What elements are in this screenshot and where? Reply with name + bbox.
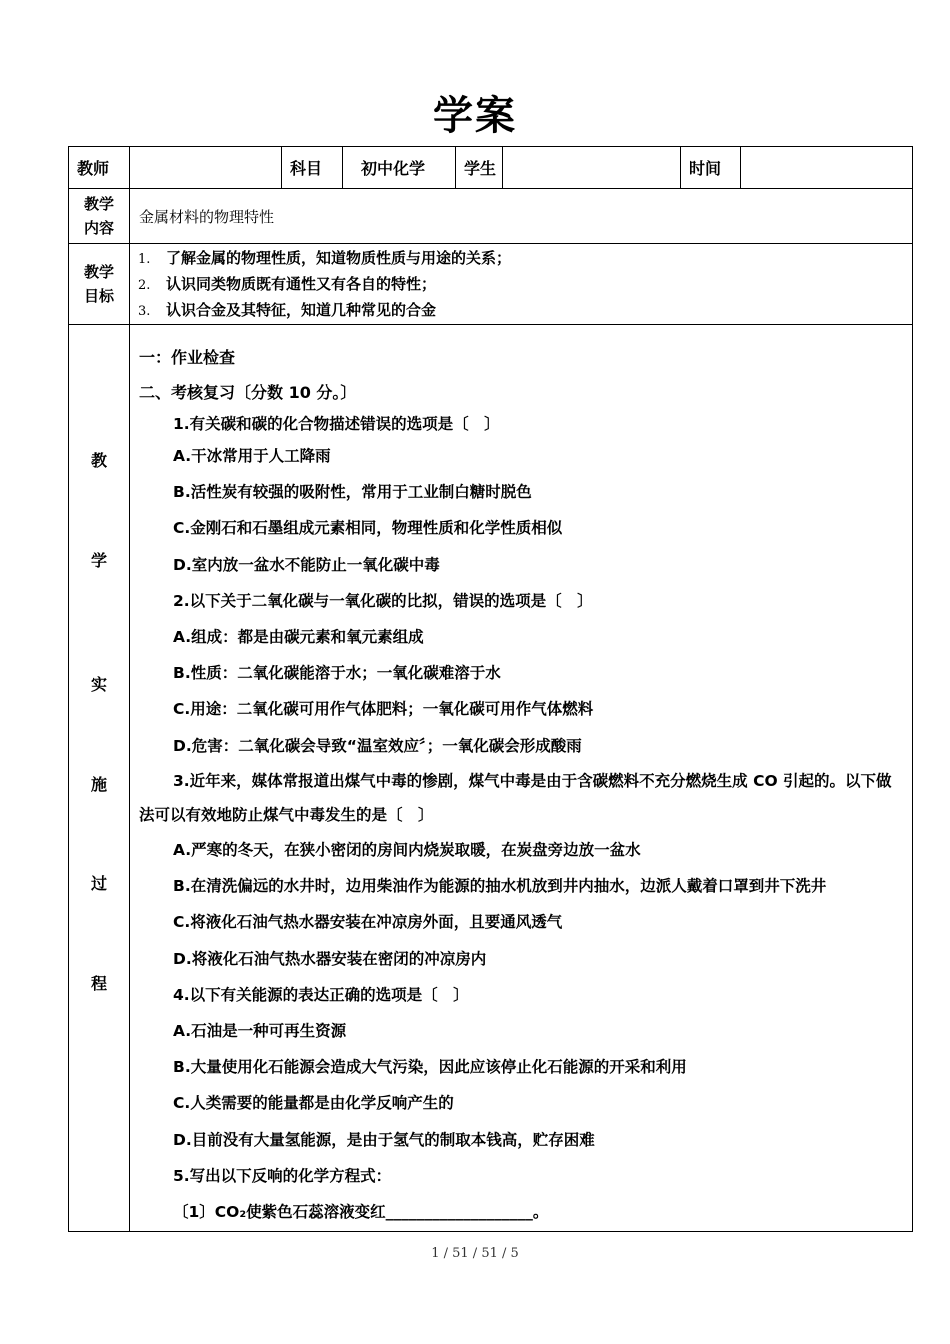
page-number: 1 / 51 / 51 / 5 bbox=[431, 1246, 519, 1261]
process-label-char: 学 bbox=[90, 551, 107, 570]
question-4-option-a: A.石油是一种可再生资源 bbox=[173, 1021, 347, 1040]
process-label bbox=[69, 325, 130, 1232]
question-1-stem: 1.有关碳和碳的化合物描述错误的选项是〔 〕 bbox=[173, 415, 500, 434]
goal-item: 2. 认识同类物质既有通性又有各自的特性； bbox=[138, 275, 437, 293]
goal-item: 1. 了解金属的物理性质，知道物质性质与用途的关系； bbox=[138, 249, 512, 267]
goals-list bbox=[130, 244, 912, 324]
question-4-stem: 4.以下有关能源的表达正确的选项是〔 〕 bbox=[173, 985, 469, 1004]
question-2-option-a: A.组成：都是由碳元素和氧元素组成 bbox=[173, 628, 424, 647]
time-label: 时间 bbox=[681, 147, 741, 189]
student-value bbox=[503, 147, 681, 189]
process-content bbox=[130, 325, 913, 1232]
student-label: 学生 bbox=[456, 147, 503, 189]
page-title: 学案 bbox=[433, 93, 517, 139]
subject-value: 初中化学 bbox=[343, 147, 456, 189]
question-2-option-b: B.性质：二氧化碳能溶于水；一氧化碳难溶于水 bbox=[173, 664, 501, 683]
process-label-char: 实 bbox=[90, 675, 107, 694]
question-4-option-c: C.人类需要的能量都是由化学反响产生的 bbox=[173, 1094, 454, 1113]
goals-label-line2: 目标 bbox=[83, 287, 114, 305]
question-1-option-b: B.活性炭有较强的吸附性，常用于工业制白糖时脱色 bbox=[173, 483, 532, 502]
question-4-option-d: D.目前没有大量氢能源，是由于氢气的制取本钱高，贮存困难 bbox=[173, 1130, 595, 1149]
header-row bbox=[69, 147, 913, 189]
question-1-option-c: C.金刚石和石墨组成元素相同，物理性质和化学性质相似 bbox=[173, 519, 563, 538]
question-1-option-d: D.室内放一盆水不能防止一氧化碳中毒 bbox=[173, 555, 440, 574]
question-3-stem: 3.近年来，媒体常报道出煤气中毒的惨剧，煤气中毒是由于含碳燃料不充分燃烧生成 CO 引起的。以下做法可以有效地防止煤气中毒发生的是〔 〕 bbox=[139, 771, 892, 824]
process-label-char: 程 bbox=[90, 974, 107, 993]
question-2-option-d: D.危害：二氧化碳会导致“温室效应〞；一氧化碳会形成酸雨 bbox=[173, 736, 582, 755]
process-row bbox=[69, 325, 913, 1232]
question-5-stem: 5.写出以下反响的化学方程式： bbox=[173, 1166, 392, 1185]
goals-row bbox=[69, 244, 913, 325]
content-row bbox=[69, 189, 913, 244]
teacher-value bbox=[130, 147, 282, 189]
question-2-stem: 2.以下关于二氧化碳与一氧化碳的比拟，错误的选项是〔 〕 bbox=[173, 591, 593, 610]
question-3-option-a: A.严寒的冬天，在狭小密闭的房间内烧炭取暖，在炭盘旁边放一盆水 bbox=[173, 840, 641, 859]
question-3-option-d: D.将液化石油气热水器安装在密闭的冲凉房内 bbox=[173, 949, 487, 968]
content-label-line1: 教学 bbox=[83, 195, 114, 213]
goal-item: 3. 认识合金及其特征，知道几种常见的合金 bbox=[138, 301, 437, 319]
content-label bbox=[69, 189, 130, 244]
lesson-plan-table bbox=[68, 146, 913, 1232]
question-3-option-b: B.在清洗偏远的水井时，边用柴油作为能源的抽水机放到井内抽水，边派人戴着口罩到井下洗井 bbox=[173, 877, 827, 896]
subject-label: 科目 bbox=[282, 147, 343, 189]
question-2-option-c: C.用途：二氧化碳可用作气体肥料；一氧化碳可用作气体燃料 bbox=[173, 700, 594, 719]
process-label-char: 教 bbox=[90, 451, 107, 470]
time-value bbox=[741, 147, 913, 189]
content-label-line2: 内容 bbox=[83, 219, 114, 237]
goals-label bbox=[69, 244, 130, 325]
question-3-option-c: C.将液化石油气热水器安装在冲凉房外面，且要通风透气 bbox=[173, 913, 563, 932]
question-5-part-1: 〔1〕CO₂使紫色石蕊溶液变红___________________。 bbox=[173, 1202, 549, 1221]
teacher-label: 教师 bbox=[69, 147, 130, 189]
question-1-option-a: A.干冰常用于人工降雨 bbox=[173, 447, 331, 466]
goals-cell bbox=[130, 244, 913, 325]
process-label-char: 施 bbox=[90, 775, 107, 794]
process-label-char: 过 bbox=[90, 874, 107, 893]
section-review: 二、考核复习〔分数 10 分。〕 bbox=[139, 383, 357, 403]
goals-label-line1: 教学 bbox=[83, 263, 114, 281]
content-value: 金属材料的物理特性 bbox=[130, 189, 913, 244]
section-homework-check: 一：作业检查 bbox=[139, 347, 236, 367]
question-4-option-b: B.大量使用化石能源会造成大气污染，因此应该停止化石能源的开采和利用 bbox=[173, 1058, 687, 1077]
